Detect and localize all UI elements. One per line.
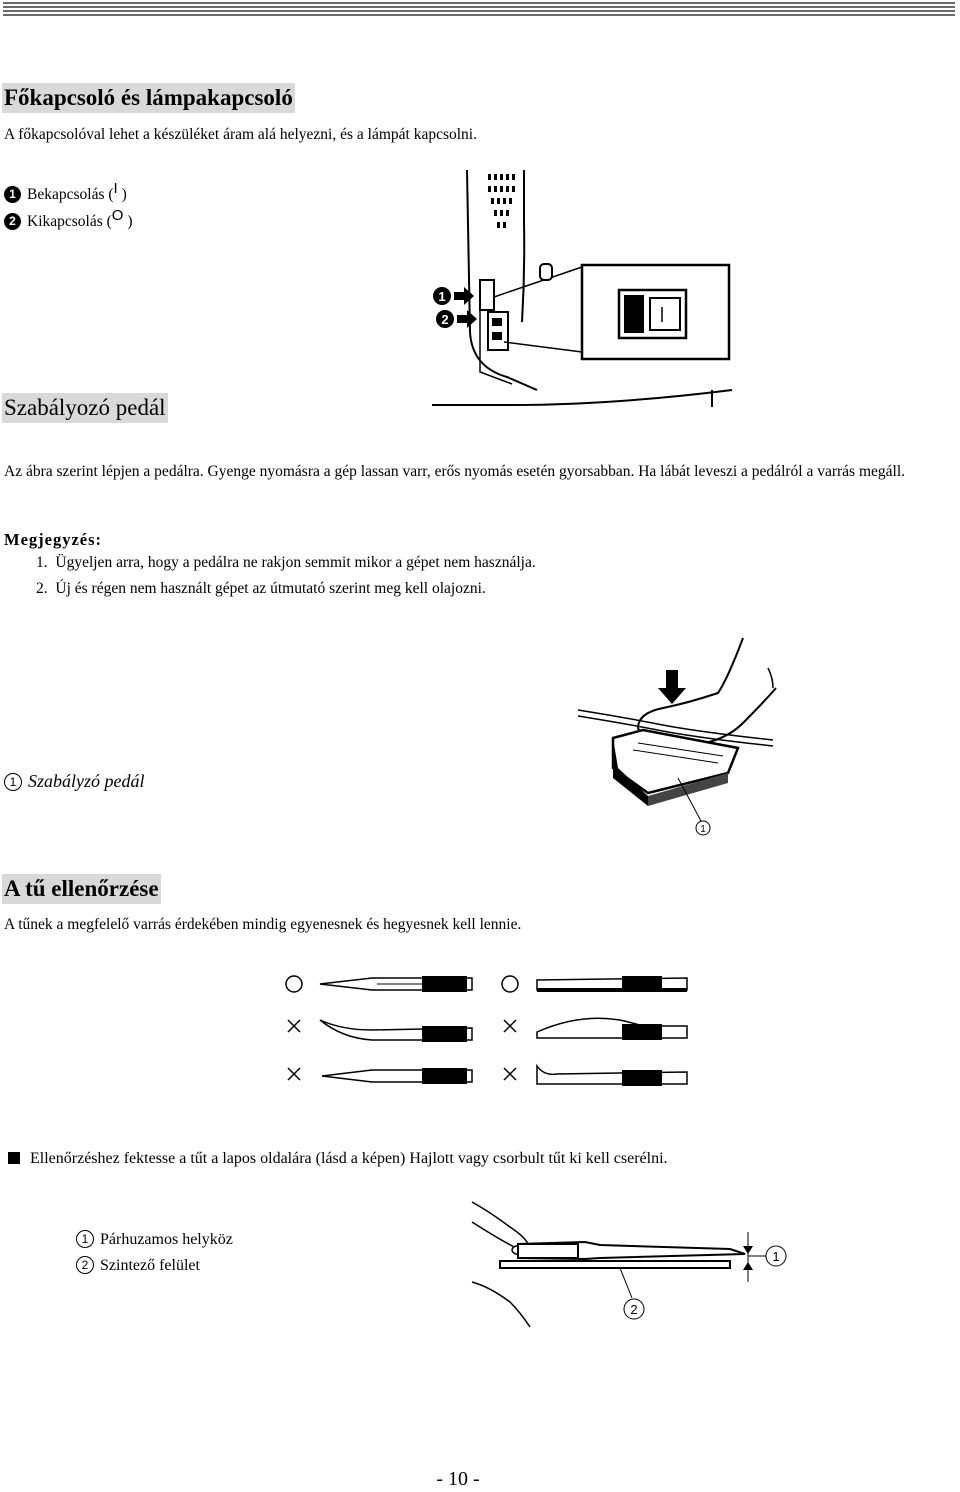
pedal-caption: 1 Szabályzó pedál (4, 768, 145, 794)
correct-icon (286, 976, 302, 992)
figure-marker-2: 2 (441, 312, 449, 327)
needle-flat-surface-illustration (470, 1192, 790, 1332)
section-main-switch-intro: A főkapcsolóval lehet a készüléket áram alá helyezni, és a lámpát kapcsolni. (4, 126, 477, 143)
number-marker: 1 (4, 186, 21, 203)
needle-flat-side (537, 976, 687, 992)
note-item-1: 1. Ügyeljen arra, hogy a pedálra ne rakjon semmit mikor a gépet nem használja. (36, 554, 536, 571)
wrong-icon (504, 1068, 516, 1080)
foot-pedal-illustration (568, 618, 778, 850)
wrong-icon (288, 1020, 300, 1032)
needle-hooked-side (537, 1066, 687, 1086)
needle-bent (320, 1020, 472, 1042)
needle-check-instruction: Ellenőrzéshez fektesse a tűt a lapos oldalára (lásd a képen) Hajlott vagy csorbult tűt ki kell cserélni. (8, 1146, 668, 1172)
header-rule (3, 2, 955, 22)
legend-item-2: 2 Szintező felület (76, 1253, 200, 1279)
wrong-icon (504, 1020, 516, 1032)
square-bullet-icon (8, 1152, 20, 1164)
number-marker: 1 (4, 773, 22, 791)
correct-icon (502, 976, 518, 992)
wrong-icon (288, 1068, 300, 1080)
figure-marker-1: 1 (772, 1249, 780, 1264)
section-pedal-title: Szabályozó pedál (2, 393, 168, 423)
section-needle-title: A tű ellenőrzése (2, 874, 161, 904)
power-off-symbol: O (111, 207, 124, 224)
power-on-symbol: I (113, 180, 118, 197)
legend-item-1: 1 Párhuzamos helyköz (76, 1227, 233, 1253)
section-main-switch-title: Főkapcsoló és lámpakapcsoló (2, 83, 295, 113)
page-number: - 10 - (436, 1468, 480, 1490)
switch-on-item: 1 Bekapcsolás ($^I$ ) (4, 176, 127, 208)
needle-check-illustration (282, 966, 692, 1086)
main-switch-illustration (412, 162, 737, 407)
number-marker: 2 (76, 1256, 94, 1274)
section-pedal-body: Az ábra szerint lépjen a pedálra. Gyenge nyomásra a gép lassan varr, erős nyomás esetén gyorsabban. Ha lábát leveszi a pedálról a varrás megáll. (4, 463, 906, 480)
figure-marker-2: 2 (630, 1302, 638, 1317)
note-item-2: 2. Új és régen nem használt gépet az útmutató szerint meg kell olajozni. (36, 580, 486, 597)
figure-marker-1: 1 (700, 824, 706, 835)
switch-off-item: 2 Kikapcsolás ($^O$ ) (4, 203, 133, 235)
figure-marker-1: 1 (438, 289, 446, 304)
number-marker: 2 (4, 213, 21, 230)
needle-curved-side (537, 1018, 687, 1040)
needle-blunt (322, 1068, 472, 1084)
section-needle-body: A tűnek a megfelelő varrás érdekében mindig egyenesnek és hegyesnek kell lennie. (4, 916, 522, 933)
number-marker: 1 (76, 1230, 94, 1248)
needle-straight (320, 976, 472, 992)
note-title: Megjegyzés: (4, 530, 103, 549)
